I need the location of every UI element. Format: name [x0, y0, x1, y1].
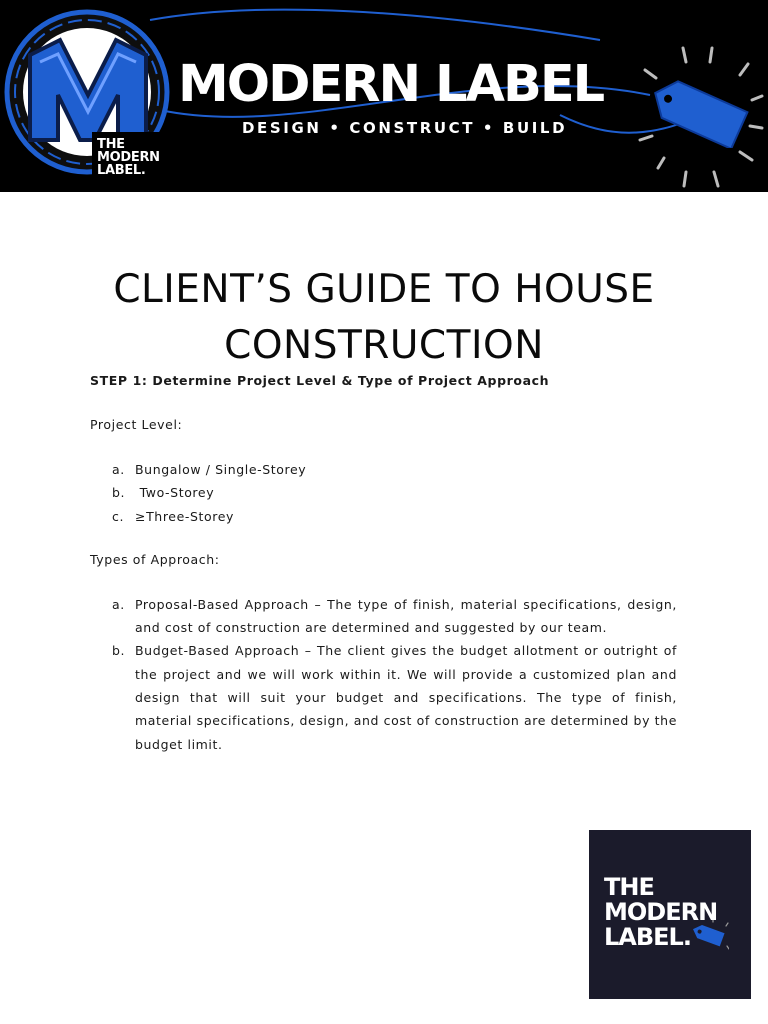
list-marker: a. [112, 462, 125, 477]
banner-logo-line: MODERN [97, 150, 160, 165]
list-marker: a. [112, 596, 125, 612]
corner-logo-line: MODERN [604, 898, 718, 926]
list-item [90, 458, 677, 481]
approach-list [90, 593, 677, 756]
project-level-list [90, 458, 677, 528]
document-body [90, 370, 677, 756]
banner-logo-line: LABEL. [97, 163, 146, 178]
list-item-text: Bungalow / Single-Storey [135, 462, 307, 477]
title-line: CONSTRUCTION [224, 323, 544, 369]
list-marker: c. [112, 508, 125, 524]
price-tag-icon [645, 78, 755, 148]
project-level-label: Project Level: [90, 417, 183, 432]
banner-logo-line: THE [97, 137, 125, 152]
list-marker: b. [112, 485, 126, 501]
price-tag-icon [689, 920, 729, 950]
corner-logo [589, 830, 751, 999]
header-banner [0, 0, 768, 192]
brand-tagline: DESIGN • CONSTRUCT • BUILD [242, 119, 568, 137]
corner-logo-line: LABEL. [604, 923, 691, 951]
list-item-text: ≥Three-Storey [135, 508, 235, 524]
title-line: CLIENT’S GUIDE TO HOUSE [113, 267, 655, 313]
banner-logo-text [97, 138, 177, 177]
page-title [0, 262, 768, 374]
list-item-text: Two-Storey [135, 485, 215, 501]
list-item-text: Budget-Based Approach – The client gives the budget allotment or outright of the project and we will work within it. We will provide a customized plan and design that will suit your budget and specifications. The type of finish, material specifications, design, and cost of construction are determined by the budget limit. [135, 643, 677, 752]
brand-title: MODERN LABEL [178, 55, 604, 114]
approach-label: Types of Approach: [90, 551, 220, 567]
corner-logo-line: THE [604, 873, 654, 901]
step-heading: STEP 1: Determine Project Level & Type of Project Approach [90, 373, 550, 388]
list-item [90, 639, 677, 755]
list-marker: b. [112, 643, 126, 659]
list-item [90, 481, 677, 504]
list-item [90, 505, 677, 528]
list-item-text: Proposal-Based Approach – The type of finish, material specifications, design, and cost of construction are determined and suggested by our team. [135, 596, 677, 636]
list-item [90, 593, 677, 640]
